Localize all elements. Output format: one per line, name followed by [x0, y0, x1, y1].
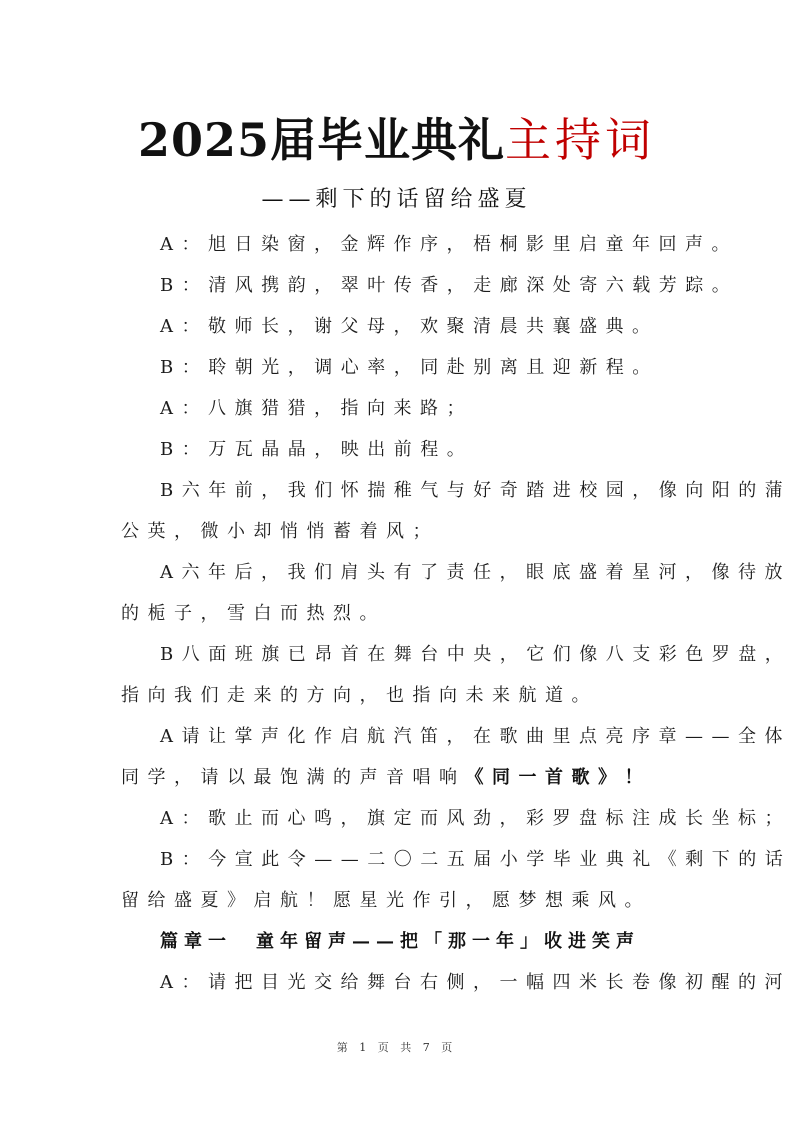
- dialogue-line: A：八旗猎猎，指向来路；: [160, 398, 473, 419]
- page-number: 第 1 页 共 7 页: [336, 1041, 457, 1054]
- dialogue-line: 留给盛夏》启航！愿星光作引，愿梦想乘风。: [121, 890, 651, 911]
- paragraph-line: A六年后，我们肩头有了责任，眼底盛着星河，像待放: [160, 562, 791, 583]
- dialogue-line: B：聆朝光，调心率，同赴别离且迎新程。: [160, 357, 659, 378]
- section-heading: 篇章一 童年留声——把「那一年」收进笑声: [160, 931, 640, 952]
- paragraph-line: 的栀子，雪白而热烈。: [121, 603, 386, 624]
- dialogue-line: A：旭日染窗，金辉作序，梧桐影里启童年回声。: [160, 234, 738, 255]
- paragraph-line: B八面班旗已昂首在舞台中央，它们像八支彩色罗盘，: [160, 644, 792, 665]
- document-title: [0, 108, 793, 172]
- dialogue-line: A：敬师长，谢父母，欢聚清晨共襄盛典。: [160, 316, 659, 337]
- title-main: 2025届毕业典礼: [137, 113, 506, 167]
- title-accent: 主持词: [505, 113, 656, 167]
- dialogue-line: A：歌止而心鸣，旗定而风劲，彩罗盘标注成长坐标；: [160, 808, 791, 829]
- song-title: 《同一首歌》！: [465, 767, 651, 788]
- dialogue-line: B：清风携韵，翠叶传香，走廊深处寄六载芳踪。: [160, 275, 739, 296]
- document-body: [121, 224, 792, 1003]
- line-text: 同学，请以最饱满的声音唱响: [121, 767, 466, 788]
- dialogue-line: A：请把目光交给舞台右侧，一幅四米长卷像初醒的河: [160, 972, 791, 993]
- paragraph-line: B六年前，我们怀揣稚气与好奇踏进校园，像向阳的蒲: [160, 480, 792, 501]
- paragraph-line: A请让掌声化作启航汽笛，在歌曲里点亮序章——全体: [160, 726, 791, 747]
- document-subtitle: ——剩下的话留给盛夏: [261, 187, 532, 212]
- paragraph-line: [121, 757, 673, 798]
- paragraph-line: 公英，微小却悄悄蓄着风；: [121, 521, 439, 542]
- dialogue-line: B：万瓦晶晶，映出前程。: [160, 439, 474, 460]
- dialogue-line: B：今宣此令——二〇二五届小学毕业典礼《剩下的话: [160, 849, 792, 870]
- paragraph-line: 指向我们走来的方向，也指向未来航道。: [121, 685, 598, 706]
